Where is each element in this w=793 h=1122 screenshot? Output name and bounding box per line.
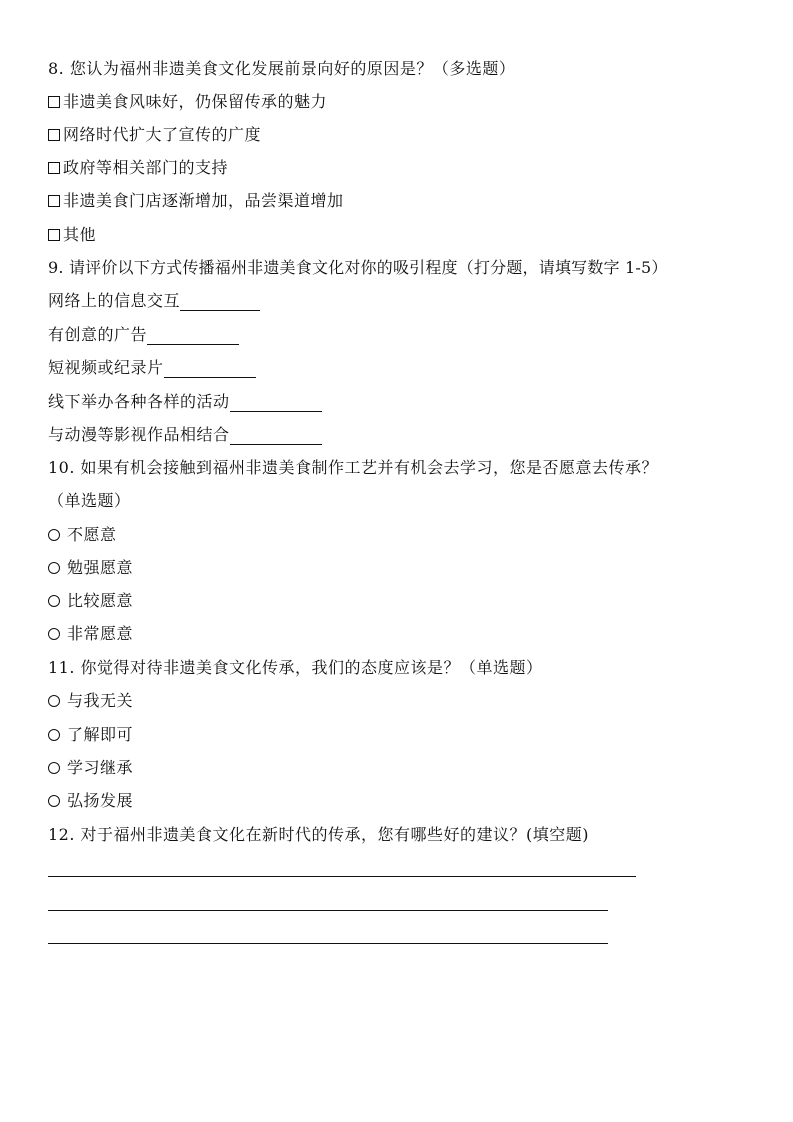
q9-item-2 bbox=[48, 325, 239, 345]
item-label: 线下举办各种各样的活动 bbox=[48, 392, 230, 411]
answer-line-2[interactable] bbox=[48, 910, 608, 911]
option-label: 不愿意 bbox=[67, 525, 117, 544]
option-label: 比较愿意 bbox=[67, 591, 134, 610]
item-label: 与动漫等影视作品相结合 bbox=[48, 425, 230, 444]
radio-icon[interactable] bbox=[48, 562, 60, 574]
radio-icon[interactable] bbox=[48, 695, 60, 707]
option-label: 弘扬发展 bbox=[67, 791, 134, 810]
item-label: 短视频或纪录片 bbox=[48, 358, 164, 377]
radio-icon[interactable] bbox=[48, 628, 60, 640]
checkbox-icon[interactable] bbox=[48, 229, 60, 241]
option-label: 非遗美食风味好，仍保留传承的魅力 bbox=[63, 92, 328, 111]
q10-option-2[interactable] bbox=[48, 558, 133, 578]
radio-icon[interactable] bbox=[48, 595, 60, 607]
q10-option-4[interactable] bbox=[48, 624, 133, 644]
q10-title: 10. 如果有机会接触到福州非遗美食制作工艺并有机会去学习，您是否愿意去传承？ bbox=[48, 458, 659, 477]
option-label: 网络时代扩大了宣传的广度 bbox=[63, 125, 262, 144]
score-blank[interactable] bbox=[147, 327, 239, 345]
q10-title-cont: （单选题） bbox=[48, 491, 131, 510]
q12-title: 12. 对于福州非遗美食文化在新时代的传承，您有哪些好的建议？(填空题) bbox=[48, 825, 590, 844]
q8-title: 8. 您认为福州非遗美食文化发展前景向好的原因是？（多选题） bbox=[48, 59, 516, 78]
q10-option-1[interactable] bbox=[48, 525, 117, 545]
q8-option-4[interactable] bbox=[48, 191, 344, 211]
q9-title: 9. 请评价以下方式传播福州非遗美食文化对你的吸引程度（打分题，请填写数字 1-5） bbox=[48, 258, 668, 277]
option-label: 非常愿意 bbox=[67, 624, 134, 643]
q11-option-2[interactable] bbox=[48, 725, 133, 745]
radio-icon[interactable] bbox=[48, 729, 60, 741]
q10-option-3[interactable] bbox=[48, 591, 133, 611]
score-blank[interactable] bbox=[230, 394, 322, 412]
option-label: 政府等相关部门的支持 bbox=[63, 158, 229, 177]
option-label: 其他 bbox=[63, 225, 97, 244]
q8-option-5[interactable] bbox=[48, 225, 96, 245]
checkbox-icon[interactable] bbox=[48, 129, 60, 141]
option-label: 了解即可 bbox=[67, 725, 134, 744]
radio-icon[interactable] bbox=[48, 529, 60, 541]
q8-option-3[interactable] bbox=[48, 158, 228, 178]
option-label: 非遗美食门店逐渐增加，品尝渠道增加 bbox=[63, 191, 344, 210]
q8-option-2[interactable] bbox=[48, 125, 261, 145]
answer-line-3[interactable] bbox=[48, 943, 608, 944]
checkbox-icon[interactable] bbox=[48, 195, 60, 207]
q9-item-4 bbox=[48, 392, 322, 412]
item-label: 网络上的信息交互 bbox=[48, 291, 181, 310]
score-blank[interactable] bbox=[164, 360, 256, 378]
option-label: 学习继承 bbox=[67, 758, 134, 777]
radio-icon[interactable] bbox=[48, 762, 60, 774]
score-blank[interactable] bbox=[180, 293, 260, 311]
q9-item-3 bbox=[48, 358, 256, 378]
q11-option-4[interactable] bbox=[48, 791, 133, 811]
q11-option-3[interactable] bbox=[48, 758, 133, 778]
q11-option-1[interactable] bbox=[48, 691, 133, 711]
checkbox-icon[interactable] bbox=[48, 96, 60, 108]
option-label: 与我无关 bbox=[67, 691, 134, 710]
q9-item-5 bbox=[48, 425, 322, 445]
item-label: 有创意的广告 bbox=[48, 325, 148, 344]
answer-line-1[interactable] bbox=[48, 876, 636, 877]
score-blank[interactable] bbox=[230, 427, 322, 445]
radio-icon[interactable] bbox=[48, 795, 60, 807]
checkbox-icon[interactable] bbox=[48, 162, 60, 174]
q11-title: 11. 你觉得对待非遗美食文化传承，我们的态度应该是？（单选题） bbox=[48, 658, 543, 677]
option-label: 勉强愿意 bbox=[67, 558, 134, 577]
q9-item-1 bbox=[48, 291, 260, 311]
q8-option-1[interactable] bbox=[48, 92, 327, 112]
